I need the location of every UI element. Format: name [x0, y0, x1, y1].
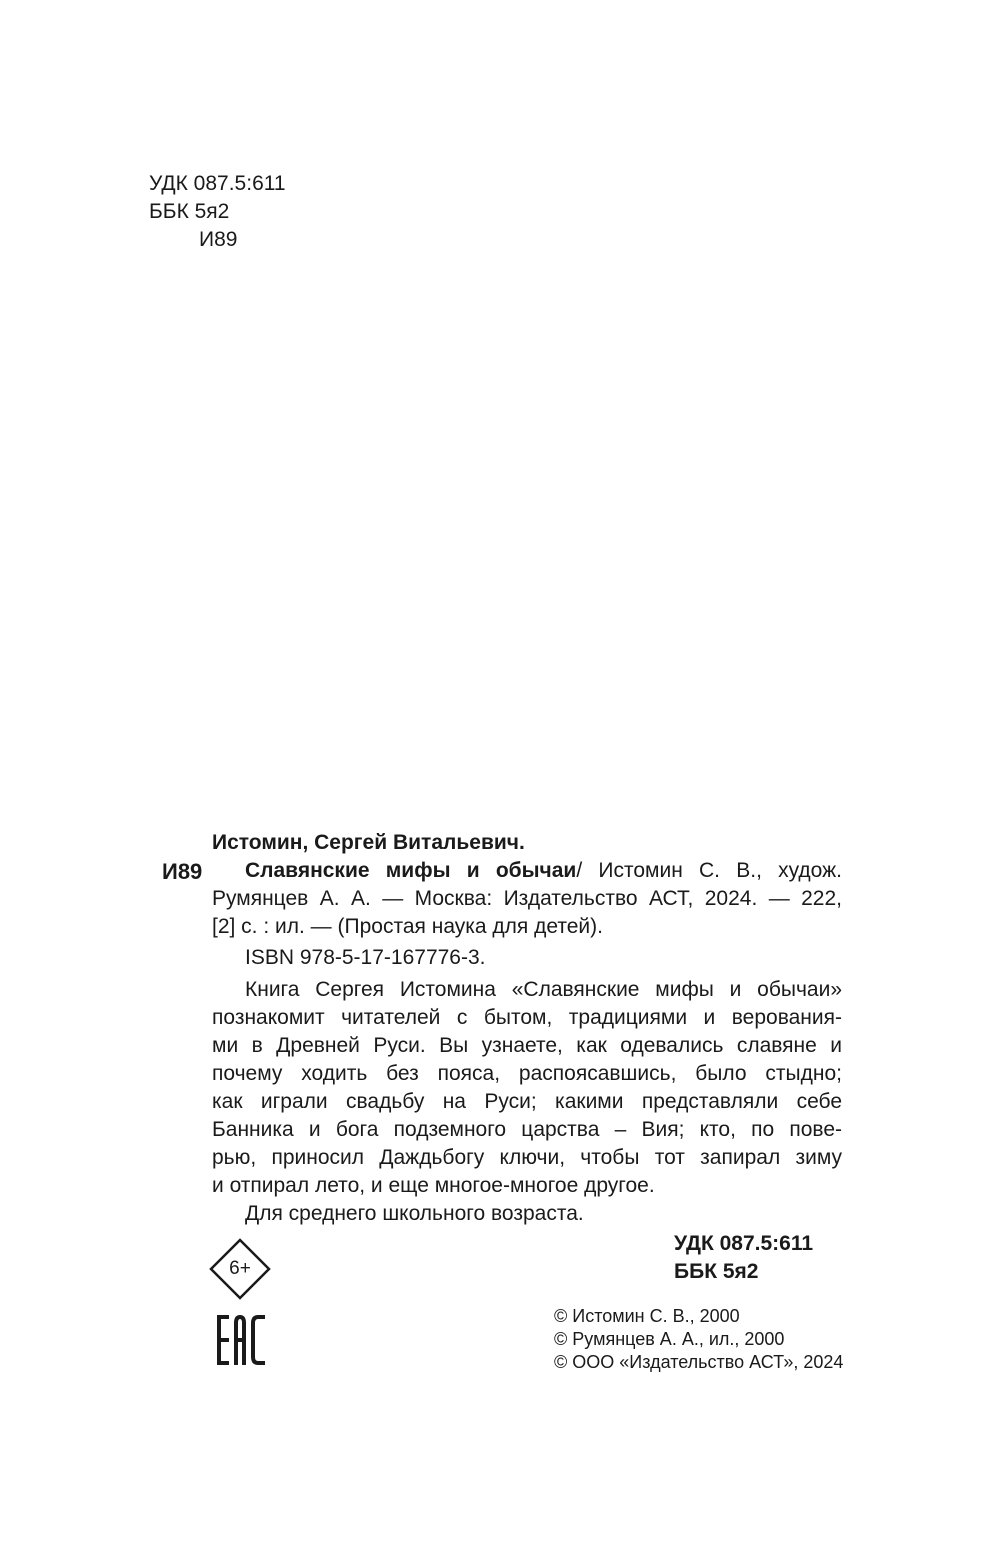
bottom-bbk-code: ББК 5я2 — [674, 1260, 759, 1283]
age-rating-badge — [209, 1238, 271, 1300]
copyright-line: © ООО «Издательство АСТ», 2024 — [554, 1352, 844, 1372]
copyright-line: © Истомин С. В., 2000 — [554, 1306, 740, 1326]
annotation-line: Банника и бога подземного царства – Вия; кто, по пове- — [212, 1118, 842, 1141]
annotation-line: рью, приносил Даждьбогу ключи, чтобы тот запирал зиму — [212, 1146, 842, 1169]
entry-author-mark: И89 — [162, 859, 203, 884]
age-rating-label: 6+ — [229, 1258, 251, 1279]
entry-title-line — [245, 857, 842, 885]
annotation-line: познакомит читателей с бытом, традициями и верования- — [212, 1006, 842, 1029]
annotation-line: как играли свадьбу на Руси; какими представляли себе — [212, 1090, 842, 1113]
title-responsibility: / Истомин С. В., худож. — [576, 859, 842, 882]
isbn: ISBN 978-5-17-167776-3. — [245, 946, 486, 969]
annotation-line: ми в Древней Руси. Вы узнаете, как одевались славяне и — [212, 1034, 842, 1057]
annotation-line: почему ходить без пояса, распоясавшись, было стыдно; — [212, 1062, 842, 1085]
eac-icon — [217, 1315, 265, 1365]
copyright-line: © Румянцев А. А., ил., 2000 — [554, 1329, 785, 1349]
audience-note: Для среднего школьного возраста. — [245, 1202, 584, 1225]
annotation-line: и отпирал лето, и еще многое-многое другое. — [212, 1174, 655, 1197]
eac-mark — [217, 1315, 265, 1365]
top-udk-code: УДК 087.5:611 — [149, 172, 286, 195]
book-title: Славянские мифы и обычаи — [245, 859, 577, 882]
annotation-line: Книга Сергея Истомина «Славянские мифы и обычаи» — [245, 978, 842, 1001]
entry-series-line: [2] с. : ил. — (Простая наука для детей). — [212, 915, 603, 938]
top-author-mark: И89 — [199, 228, 238, 251]
entry-publication-line: Румянцев А. А. — Москва: Издательство АСТ, 2024. — 222, — [212, 887, 842, 910]
bottom-udk-code: УДК 087.5:611 — [674, 1232, 814, 1255]
author-heading: Истомин, Сергей Витальевич. — [212, 831, 525, 854]
top-bbk-code: ББК 5я2 — [149, 200, 230, 223]
